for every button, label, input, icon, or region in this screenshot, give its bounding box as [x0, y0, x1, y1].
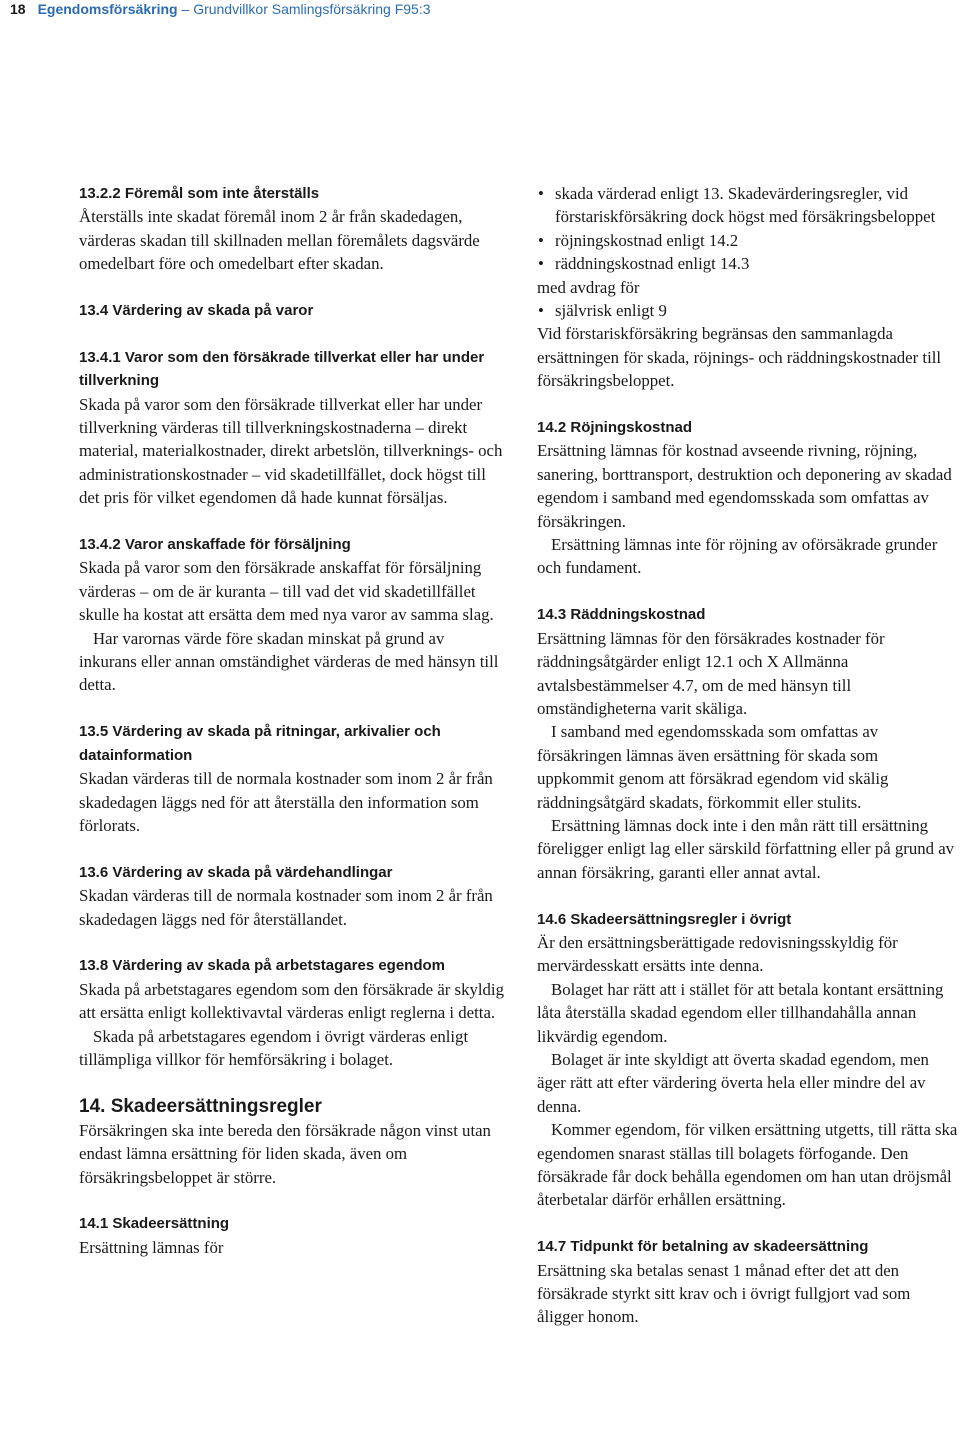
section-body-14-7: Ersättning ska betalas senast 1 månad efter det att den försäkrade styrkt sitt krav och i övrigt fullgjort vad som åligger honom.	[537, 1260, 911, 1327]
section-heading-13-5: 13.5 Värdering av skada på ritningar, arkivalier och datainformation	[79, 723, 441, 764]
section-body-14-6-p1: Är den ersättningsberättigade redovisningsskyldig för mervärdesskatt ersätts inte denna.	[537, 932, 898, 976]
section-body-14-6-p3: Bolaget är inte skyldigt att överta skadad egendom, men äger rätt att efter värdering överta hela eller mindre del av denna.	[537, 1049, 929, 1116]
section-heading-13-4: 13.4 Värdering av skada på varor	[79, 302, 314, 320]
compensation-list	[537, 182, 959, 276]
list-item: • röjningskostnad enligt 14.2	[537, 229, 959, 252]
section-heading-14-3: 14.3 Räddningskostnad	[537, 606, 706, 624]
section-body-13-8-p2: Skada på arbetstagares egendom i övrigt värderas enligt tillämpliga villkor för hemförsäkring i bolaget.	[79, 1026, 469, 1069]
section-heading-13-8: 13.8 Värdering av skada på arbetstagares egendom	[79, 957, 445, 975]
chapter-heading-14: 14. Skadeersättningsregler	[79, 1095, 322, 1117]
section-body-14-3-p3: Ersättning lämnas dock inte i den mån rätt till ersättning föreligger enligt lag eller särskild författning eller på grund av annan försäkring, garanti eller annat avtal.	[537, 815, 955, 882]
section-body-14-3-p2: I samband med egendomsskada som omfattas av försäkringen lämnas även ersättning för skada som uppkommit genom att försäkrad egendom vid skälig räddningsåtgärd skadats, förkommit eller stulits.	[537, 722, 889, 812]
section-body-13-4-2-p1: Skada på varor som den försäkrade anskaffat för försäljning värderas – om de är kuranta – till vad det vid skadetillfället skulle ha kostat att ersätta dem med nya varor av samma slag.	[79, 558, 494, 625]
chapter-body-14: Försäkringen ska inte bereda den försäkrade någon vinst utan endast lämna ersättning för liden skada, även om försäkringsbeloppet är större.	[79, 1120, 491, 1187]
section-body-13-5: Skadan värderas till de normala kostnader som inom 2 år från skadedagen läggs ned för att återställa den information som förlorats.	[79, 769, 493, 835]
bullet-icon: •	[538, 184, 544, 203]
section-body-14-6-p2: Bolaget har rätt att i stället för att betala kontant ersättning låta återställa skadad egendom eller tillhandahålla annan likvärdig egendom.	[537, 979, 944, 1046]
first-risk-note: Vid förstariskförsäkring begränsas den sammanlagda ersättningen för skada, röjnings- och räddningskostnader till försäkringsbeloppet.	[537, 324, 942, 391]
section-body-13-2-2: Återställs inte skadat föremål inom 2 år från skadedagen, värderas skadan till skillnaden mellan föremålets dagsvärde omedelbart före och omedelbart efter skadan.	[79, 207, 480, 274]
section-body-13-4-2-p2: Har varornas värde före skadan minskat på grund av inkurans eller annan omständighet värderas de med hänsyn till detta.	[79, 628, 499, 695]
left-column	[79, 182, 504, 1259]
document-title: Egendomsförsäkring	[37, 1, 178, 17]
right-column	[537, 182, 959, 1329]
section-heading-14-2: 14.2 Röjningskostnad	[537, 419, 693, 437]
section-body-14-2-p1: Ersättning lämnas för kostnad avseende rivning, röjning, sanering, borttransport, destruktion och deponering av skadad egendom i samband med egendomsskada som omfattas av försäkringen.	[537, 441, 952, 531]
page-header	[10, 0, 431, 18]
bullet-icon: •	[538, 230, 544, 250]
bullet-icon: •	[538, 301, 544, 321]
section-body-13-6: Skadan värderas till de normala kostnader som inom 2 år från skadedagen läggs ned för återställandet.	[79, 886, 493, 929]
section-body-14-3-p1: Ersättning lämnas för den försäkrades kostnader för räddningsåtgärder enligt 12.1 och X Allmänna avtalsbestämmelser 4.7, om de med hänsyn till omständigheterna varit skäliga.	[537, 628, 885, 718]
list-item: • räddningskostnad enligt 14.3	[537, 252, 959, 275]
list-item: • självrisk enligt 9	[537, 299, 959, 322]
section-body-14-2-p2: Ersättning lämnas inte för röjning av oförsäkrade grunder och fundament.	[537, 535, 938, 578]
section-heading-13-4-1: 13.4.1 Varor som den försäkrade tillverkat eller har under tillverkning	[79, 348, 485, 390]
section-body-13-8-p1: Skada på arbetstagares egendom som den försäkrade är skyldig att ersätta enligt kollektivavtal värderas enligt reglerna i detta.	[79, 979, 504, 1023]
header-separator: –	[177, 1, 194, 17]
section-heading-13-4-2: 13.4.2 Varor anskaffade för försäljning	[79, 536, 351, 554]
bullet-icon: •	[538, 254, 544, 274]
list-item: • skada värderad enligt 13. Skadevärderingsregler, vid förstariskförsäkring dock högst med försäkringsbeloppet	[538, 184, 936, 227]
section-heading-14-6: 14.6 Skadeersättningsregler i övrigt	[537, 910, 792, 928]
section-body-14-1: Ersättning lämnas för	[79, 1237, 224, 1257]
section-body-13-4-1: Skada på varor som den försäkrade tillverkat eller har under tillverkning värderas till tillverkningskostnaderna – direkt material, materialkostnader, direkt arbetslön, tillverknings- och administrationskostnader – vid skadetillfället, dock högst till det pris för vilket egendomen då hade kunnat försäljas.	[79, 394, 503, 508]
page-number: 18	[10, 1, 26, 17]
section-body-14-6-p4: Kommer egendom, för vilken ersättning utgetts, till rätta ska egendomen snarast ställas till bolagets förfogande. Den försäkrade får dock behålla egendomen om han utan dröjsmål återbetalar därför erhållen ersättning.	[537, 1120, 958, 1210]
deduction-list	[537, 299, 959, 322]
deduction-label: med avdrag för	[537, 277, 640, 297]
section-heading-13-2-2: 13.2.2 Föremål som inte återställs	[79, 185, 320, 202]
section-heading-13-6: 13.6 Värdering av skada på värdehandlingar	[79, 863, 393, 881]
document-subtitle: Grundvillkor Samlingsförsäkring F95:3	[193, 1, 431, 17]
section-heading-14-1: 14.1 Skadeersättning	[79, 1215, 230, 1233]
section-heading-14-7: 14.7 Tidpunkt för betalning av skadeersättning	[537, 1238, 869, 1256]
